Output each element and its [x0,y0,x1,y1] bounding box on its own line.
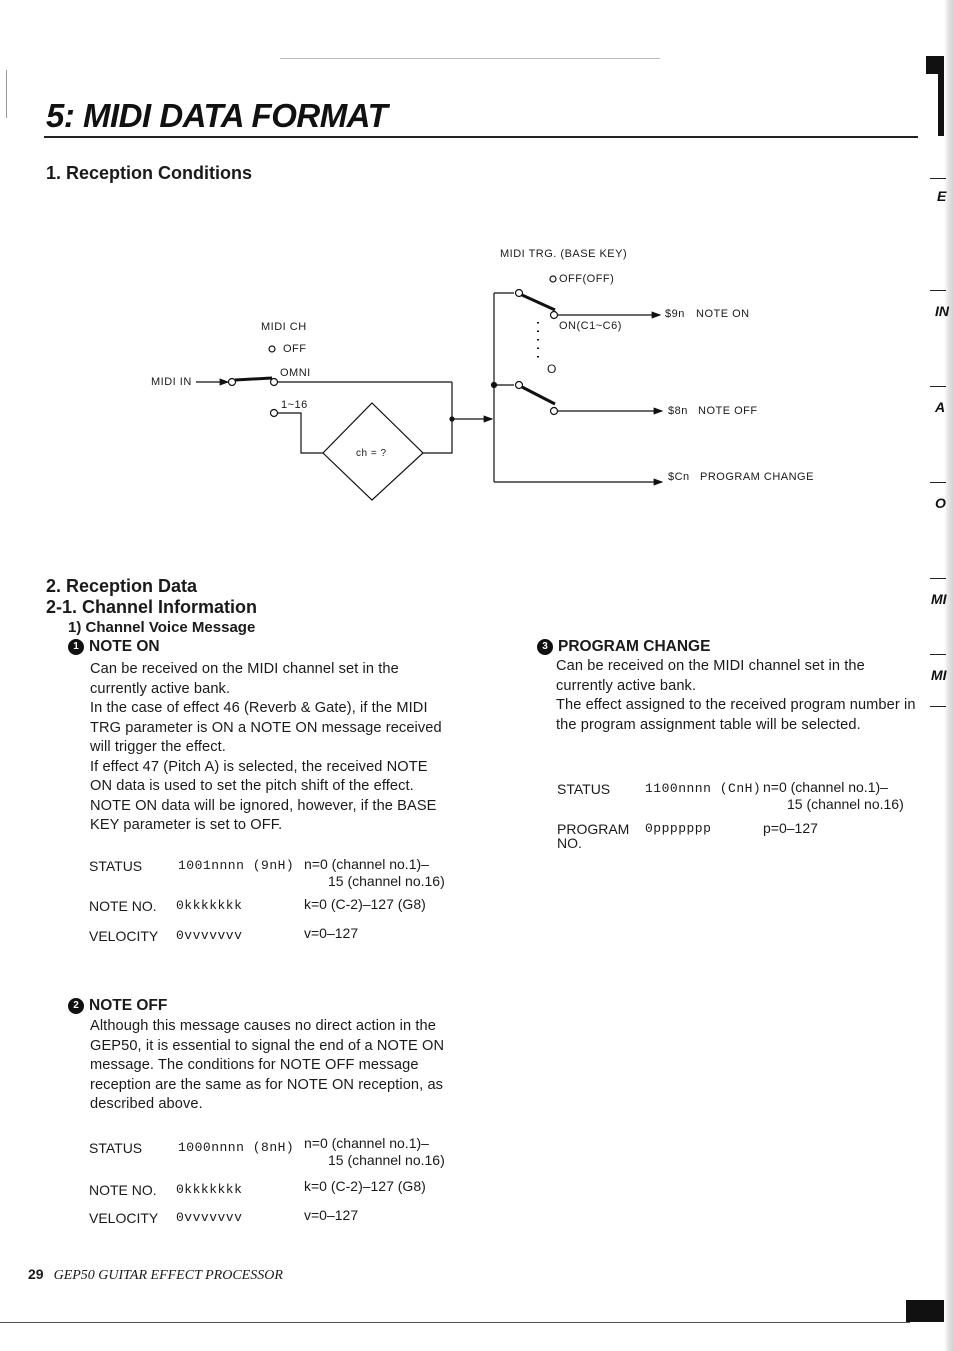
paragraph: Can be received on the MIDI channel set in the currently active bank. [90,661,399,697]
paragraph: Although this message causes no direct action in the GEP50, it is essential to signal the end of a NOTE ON message. The conditions for NOTE OFF message reception are the same as for NOTE ON reception, as described above. [90,1018,445,1112]
status-bits: 1100nnnn (CnH) [645,781,762,796]
note-off-heading [68,996,167,1016]
page-title: 5: MIDI DATA FORMAT [46,97,388,134]
paragraph: The effect assigned to the received program number in the program assignment table will be selected. [556,697,916,733]
status-label: STATUS [89,858,143,874]
note-number-label: NOTE NO. [89,898,157,914]
side-tab-divider [930,578,946,579]
note-on-terminal [551,312,558,319]
midi-ch-label: MIDI CH [261,321,307,333]
status-label: STATUS [557,781,611,797]
note-off-label: NOTE OFF [698,405,758,417]
program-number-description: p=0–127 [763,820,818,836]
velocity-bits: 0vvvvvvv [176,1210,243,1225]
section-heading-reception-conditions: 1. Reception Conditions [46,163,253,183]
junction [450,417,454,421]
status-bits: 1000nnnn (8nH) [178,1140,295,1155]
ch-line [278,413,323,453]
note-number-description: k=0 (C-2)–127 (G8) [304,896,426,912]
program-change-title: PROGRAM CHANGE [558,638,711,655]
status-description-cont: 15 (channel no.16) [328,873,445,889]
trg-off-terminal [516,290,523,297]
note-number-description: k=0 (C-2)–127 (G8) [304,1178,426,1194]
status-description-cont: 15 (channel no.16) [787,796,904,812]
side-tab-a: A [935,399,946,415]
paragraph: Can be received on the MIDI channel set in the currently active bank. [556,658,865,694]
velocity-description: v=0–127 [304,925,359,941]
note-number-bits: 0kkkkkkk [176,898,243,913]
midi-in-label: MIDI IN [151,376,192,388]
ch-terminal [271,410,278,417]
number-1-icon: 1 [68,639,84,655]
side-tab-divider [930,706,946,707]
note-number-label: NOTE NO. [89,1182,157,1198]
note-on-code: $9n [665,308,685,320]
side-tab-e: E [937,188,947,204]
subsection-heading-channel-information: 2-1. Channel Information [46,597,258,617]
program-change-label: PROGRAM CHANGE [700,471,814,483]
program-change-body [556,657,918,735]
note-off-switch-blade [522,387,555,404]
on-range-label: ON(C1~C6) [559,320,622,332]
note-on-heading [68,637,160,657]
section-heading-reception-data: 2. Reception Data [46,576,198,596]
note-off-title: NOTE OFF [89,997,168,1014]
footer-title: GEP50 GUITAR EFFECT PROCESSOR [53,1268,283,1283]
side-tab-divider [930,654,946,655]
status-description-cont: 15 (channel no.16) [328,1152,445,1168]
tab-block-bottom [906,1300,944,1322]
midi-in-node [229,379,236,386]
program-number-label-cont: NO. [557,835,582,851]
side-tab-o: O [935,495,946,511]
status-description: n=0 (channel no.1)– [304,856,429,872]
midi-ch-switch-blade [235,378,272,380]
omni-label: OMNI [280,367,311,379]
o-label: O [547,362,557,376]
side-tab-mi: MI [931,591,947,607]
number-3-icon: 3 [537,639,553,655]
note-off-body [90,1017,448,1115]
omni-terminal [271,379,278,386]
status-description: n=0 (channel no.1)– [304,1135,429,1151]
status-bits: 1001nnnn (9nH) [178,858,295,873]
page-footer [28,1265,283,1285]
midi-trg-label: MIDI TRG. (BASE KEY) [500,248,628,260]
note-number-bits: 0kkkkkkk [176,1182,243,1197]
page-number: 29 [28,1266,44,1282]
status-description: n=0 (channel no.1)– [763,779,888,795]
off-terminal [269,346,275,352]
note-off-terminal [551,408,558,415]
note-on-title: NOTE ON [89,638,160,655]
velocity-description: v=0–127 [304,1207,359,1223]
ch-question-label: ch = ? [356,448,387,459]
velocity-label: VELOCITY [89,1210,159,1226]
program-number-label: PROGRAM [557,821,630,837]
program-change-heading [537,637,710,657]
bottom-rule [0,1322,910,1323]
side-tab-in: IN [935,303,949,319]
velocity-label: VELOCITY [89,928,159,944]
channel-range-label: 1~16 [281,399,308,411]
program-number-bits: 0ppppppp [645,821,712,836]
note-off-input-terminal [516,382,523,389]
diamond-yes-line [423,382,452,453]
trg-off-label: OFF(OFF) [559,273,615,285]
number-2-icon: 2 [68,998,84,1014]
subsubsection-heading-channel-voice: 1) Channel Voice Message [68,619,256,636]
paragraph: In the case of effect 46 (Reverb & Gate), if the MIDI TRG parameter is ON a NOTE ON message received will trigger the effect. [90,700,442,755]
status-label: STATUS [89,1140,143,1156]
trg-off-mark [550,276,556,282]
program-change-code: $Cn [668,471,690,483]
off-label: OFF [283,343,307,355]
trg-switch-blade [522,295,555,310]
junction [492,383,497,388]
note-on-label: NOTE ON [696,308,750,320]
velocity-bits: 0vvvvvvv [176,928,243,943]
note-on-body [90,660,446,836]
paragraph: If effect 47 (Pitch A) is selected, the received NOTE ON data is used to set the pitch shift of the effect. NOTE ON data will be ignored, however, if the BASE KEY parameter is set to OFF. [90,758,437,833]
side-tab-mi-2: MI [931,667,947,683]
note-off-code: $8n [668,405,688,417]
